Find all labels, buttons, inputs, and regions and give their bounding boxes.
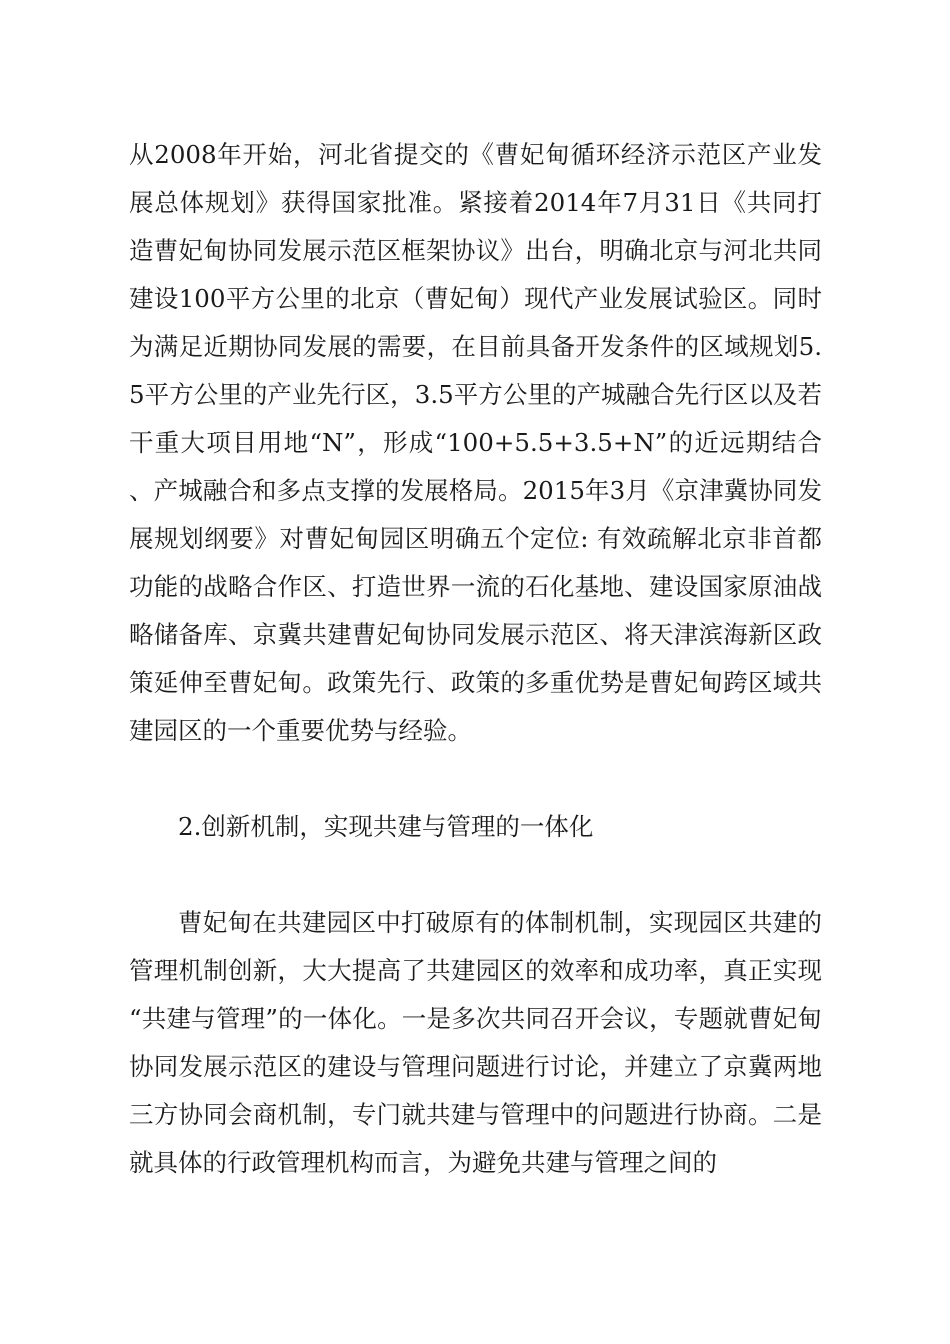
body-paragraph-mechanism: 曹妃甸在共建园区中打破原有的体制机制，实现园区共建的管理机制创新，大大提高了共建园区的效率和成功率，真正实现“共建与管理”的一体化。一是多次共同召开会议，专题就曹妃甸协同发展示范区的建设与管理问题进行讨论，并建立了京冀两地三方协同会商机制，专门就共建与管理中的问题进行协商。二是就具体的行政管理机构而言，为避免共建与管理之间的 — [129, 908, 822, 1177]
document-page — [129, 131, 822, 1187]
section-heading: 2.创新机制，实现共建与管理的一体化 — [178, 812, 594, 841]
body-paragraph-policy: 从2008年开始，河北省提交的《曹妃甸循环经济示范区产业发展总体规划》获得国家批准。紧接着2014年7月31日《共同打造曹妃甸协同发展示范区框架协议》出台，明确北京与河北共同建设100平方公里的北京（曹妃甸）现代产业发展试验区。同时为满足近期协同发展的需要，在目前具备开发条件的区域规划5.5平方公里的产业先行区，3.5平方公里的产城融合先行区以及若干重大项目用地“N”，形成“100+5.5+3.5+N”的近远期结合、产城融合和多点支撑的发展格局。2015年3月《京津冀协同发展规划纲要》对曹妃甸园区明确五个定位: 有效疏解北京非首都功能的战略合作区、打造世界一流的石化基地、建设国家原油战略储备库、京冀共建曹妃甸协同发展示范区、将天津滨海新区政策延伸至曹妃甸。政策先行、政策的多重优势是曹妃甸跨区域共建园区的一个重要优势与经验。 — [129, 140, 822, 745]
